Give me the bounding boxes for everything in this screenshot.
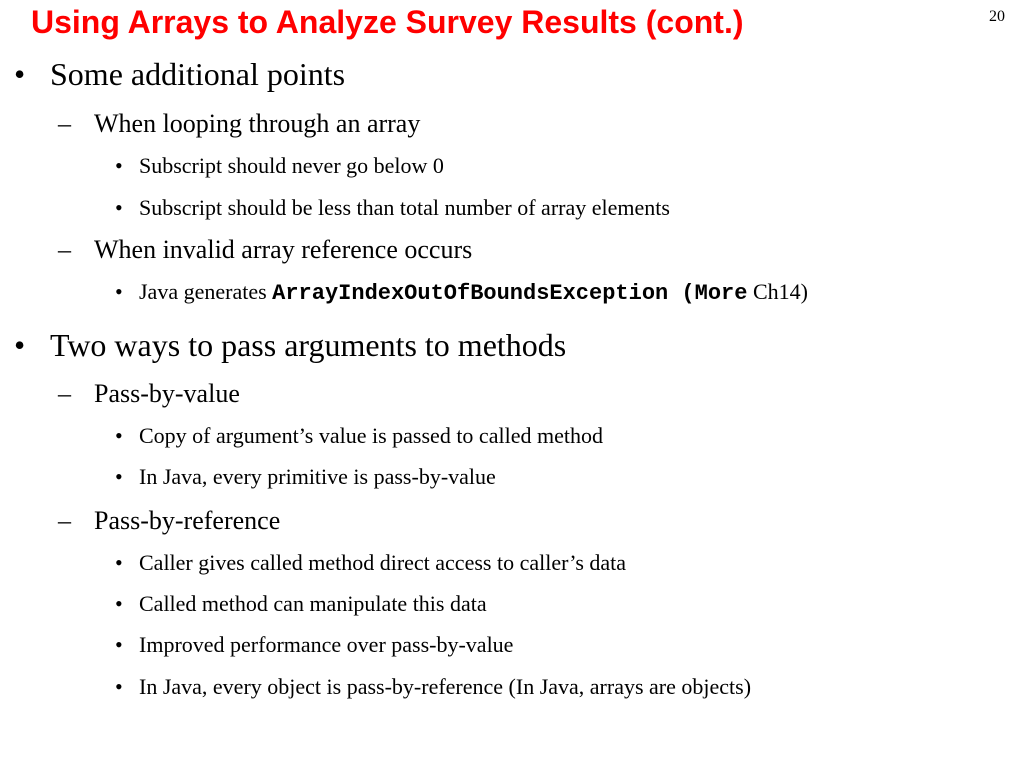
java-generates-suffix: Ch14) [747, 279, 808, 304]
level3-bullet-subscript-less-than-total: Subscript should be less than total number of array elements [139, 195, 670, 220]
level2-bullet-pass-by-reference: Pass-by-reference [94, 506, 281, 535]
bullet-marker: • [115, 464, 123, 489]
level2-bullet-pass-by-value: Pass-by-value [94, 379, 240, 408]
bullet-marker: • [115, 550, 123, 575]
bullet-marker: • [115, 674, 123, 699]
level3-bullet-improved-performance: Improved performance over pass-by-value [139, 632, 514, 657]
slide-title: Using Arrays to Analyze Survey Results (cont.) [31, 4, 744, 40]
level1-bullet-two-ways: Two ways to pass arguments to methods [50, 327, 567, 363]
bullet-marker: • [115, 195, 123, 220]
java-generates-prefix: Java generates [139, 279, 273, 304]
level3-bullet-java-generates [139, 279, 808, 307]
exception-code-text: ArrayIndexOutOfBoundsException (More [272, 281, 748, 306]
bullet-marker: • [14, 327, 26, 363]
bullet-marker: • [14, 56, 26, 92]
dash-marker: – [58, 506, 71, 535]
bullet-marker: • [115, 591, 123, 616]
level3-bullet-primitive-pass-by-value: In Java, every primitive is pass-by-value [139, 464, 496, 489]
slide-number: 20 [989, 8, 1005, 25]
level3-bullet-copy-of-argument: Copy of argument’s value is passed to called method [139, 423, 603, 448]
bullet-marker: • [115, 423, 123, 448]
level3-bullet-manipulate-data: Called method can manipulate this data [139, 591, 487, 616]
level2-bullet-invalid-reference: When invalid array reference occurs [94, 235, 473, 264]
level3-bullet-object-pass-by-reference: In Java, every object is pass-by-reference (In Java, arrays are objects) [139, 674, 752, 699]
level3-bullet-subscript-below-zero: Subscript should never go below 0 [139, 153, 444, 178]
dash-marker: – [58, 379, 71, 408]
level2-bullet-looping: When looping through an array [94, 109, 421, 138]
bullet-marker: • [115, 153, 123, 178]
bullet-marker: • [115, 632, 123, 657]
dash-marker: – [58, 235, 71, 264]
bullet-marker: • [115, 279, 123, 304]
level3-bullet-caller-gives-access: Caller gives called method direct access to caller’s data [139, 550, 627, 575]
level1-bullet-additional-points: Some additional points [50, 56, 346, 92]
dash-marker: – [58, 109, 71, 138]
